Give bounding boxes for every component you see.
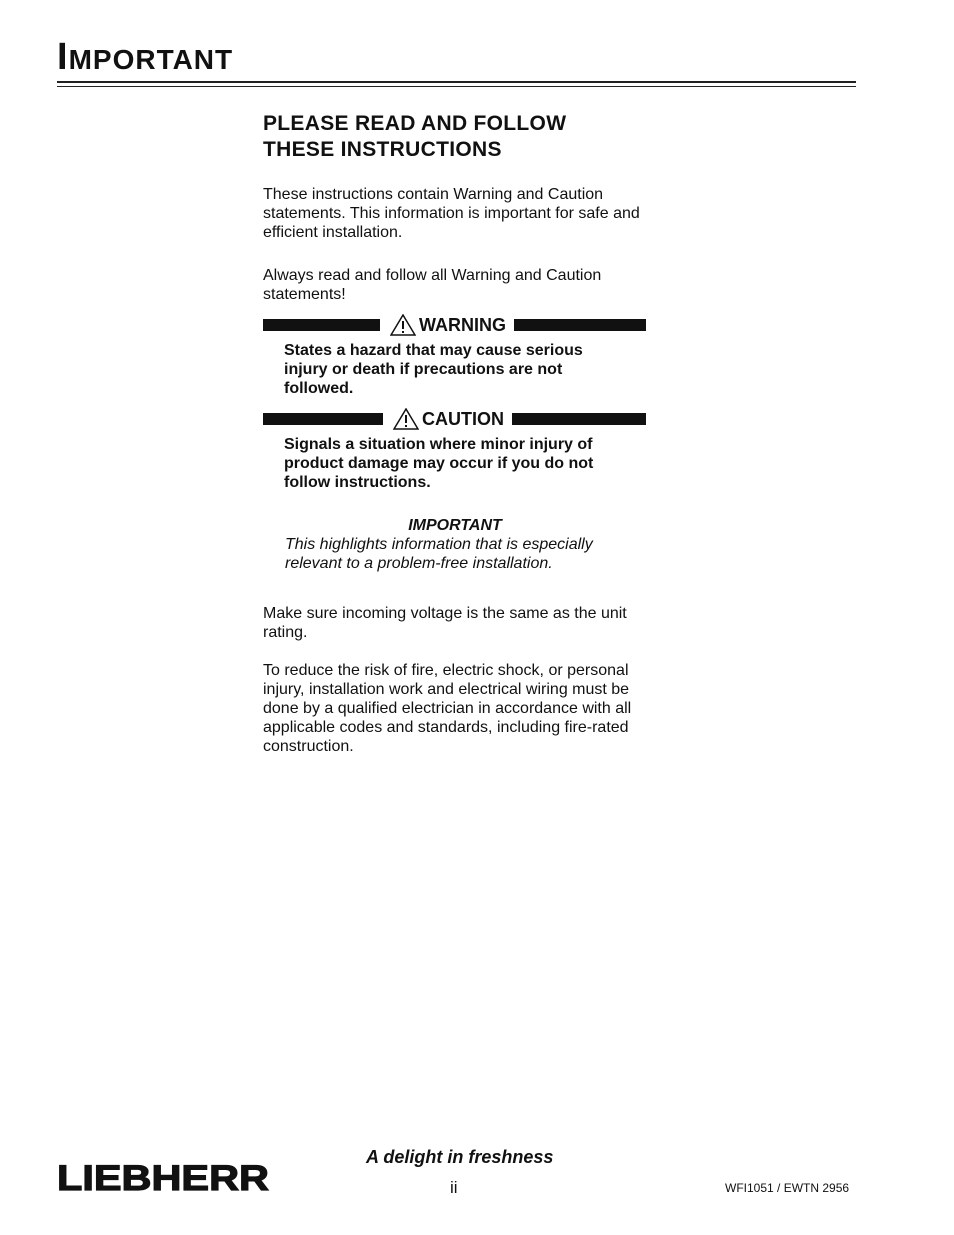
caution-triangle-icon	[393, 408, 419, 430]
warning-label	[380, 314, 514, 336]
caution-bar-left	[263, 413, 383, 425]
warning-bar-right	[514, 319, 646, 331]
warning-triangle-icon	[390, 314, 416, 336]
caution-label-text: CAUTION	[422, 408, 504, 429]
intro-paragraph: These instructions contain Warning and Caution statements. This information is important for safe and efficient installation.	[263, 186, 640, 241]
caution-text: Signals a situation where minor injury of product damage may occur if you do not follow instructions.	[284, 436, 594, 491]
header-rule-thin	[57, 86, 856, 87]
important-note	[285, 516, 625, 573]
liebherr-logo-text: LIEBHERR	[57, 1159, 269, 1195]
voltage-paragraph: Make sure incoming voltage is the same as the unit rating.	[263, 605, 627, 641]
header-rule-thick	[57, 81, 856, 83]
warning-signal-row	[263, 314, 646, 336]
warning-text: States a hazard that may cause serious injury or death if precautions are not followed.	[284, 342, 583, 397]
risk-paragraph: To reduce the risk of fire, electric shock, or personal injury, installation work and electrical wiring must be done by a qualified electrician in accordance with all applicable codes and standards, including fire-rated construction.	[263, 662, 632, 755]
section-heading	[263, 111, 653, 163]
footer-tagline: A delight in freshness	[366, 1147, 554, 1167]
warning-bar-left	[263, 319, 380, 331]
page-title-rest: MPORTANT	[68, 44, 234, 75]
page-title-initial: I	[57, 36, 69, 78]
important-title: IMPORTANT	[408, 517, 502, 534]
section-heading-line1: PLEASE READ AND FOLLOW	[263, 112, 567, 135]
section-heading-line2: THESE INSTRUCTIONS	[263, 138, 502, 161]
page-number: ii	[450, 1178, 458, 1197]
document-code: WFI1051 / EWTN 2956	[725, 1181, 850, 1195]
liebherr-logo	[57, 1159, 271, 1195]
instructions-section	[263, 111, 653, 756]
caution-label	[383, 408, 512, 430]
warning-label-text: WARNING	[419, 314, 506, 335]
page-title	[57, 38, 233, 76]
caution-bar-right	[512, 413, 646, 425]
always-read-paragraph: Always read and follow all Warning and Caution statements!	[263, 267, 602, 303]
caution-signal-row	[263, 408, 646, 430]
important-text: This highlights information that is especially relevant to a problem-free installation.	[285, 536, 593, 572]
